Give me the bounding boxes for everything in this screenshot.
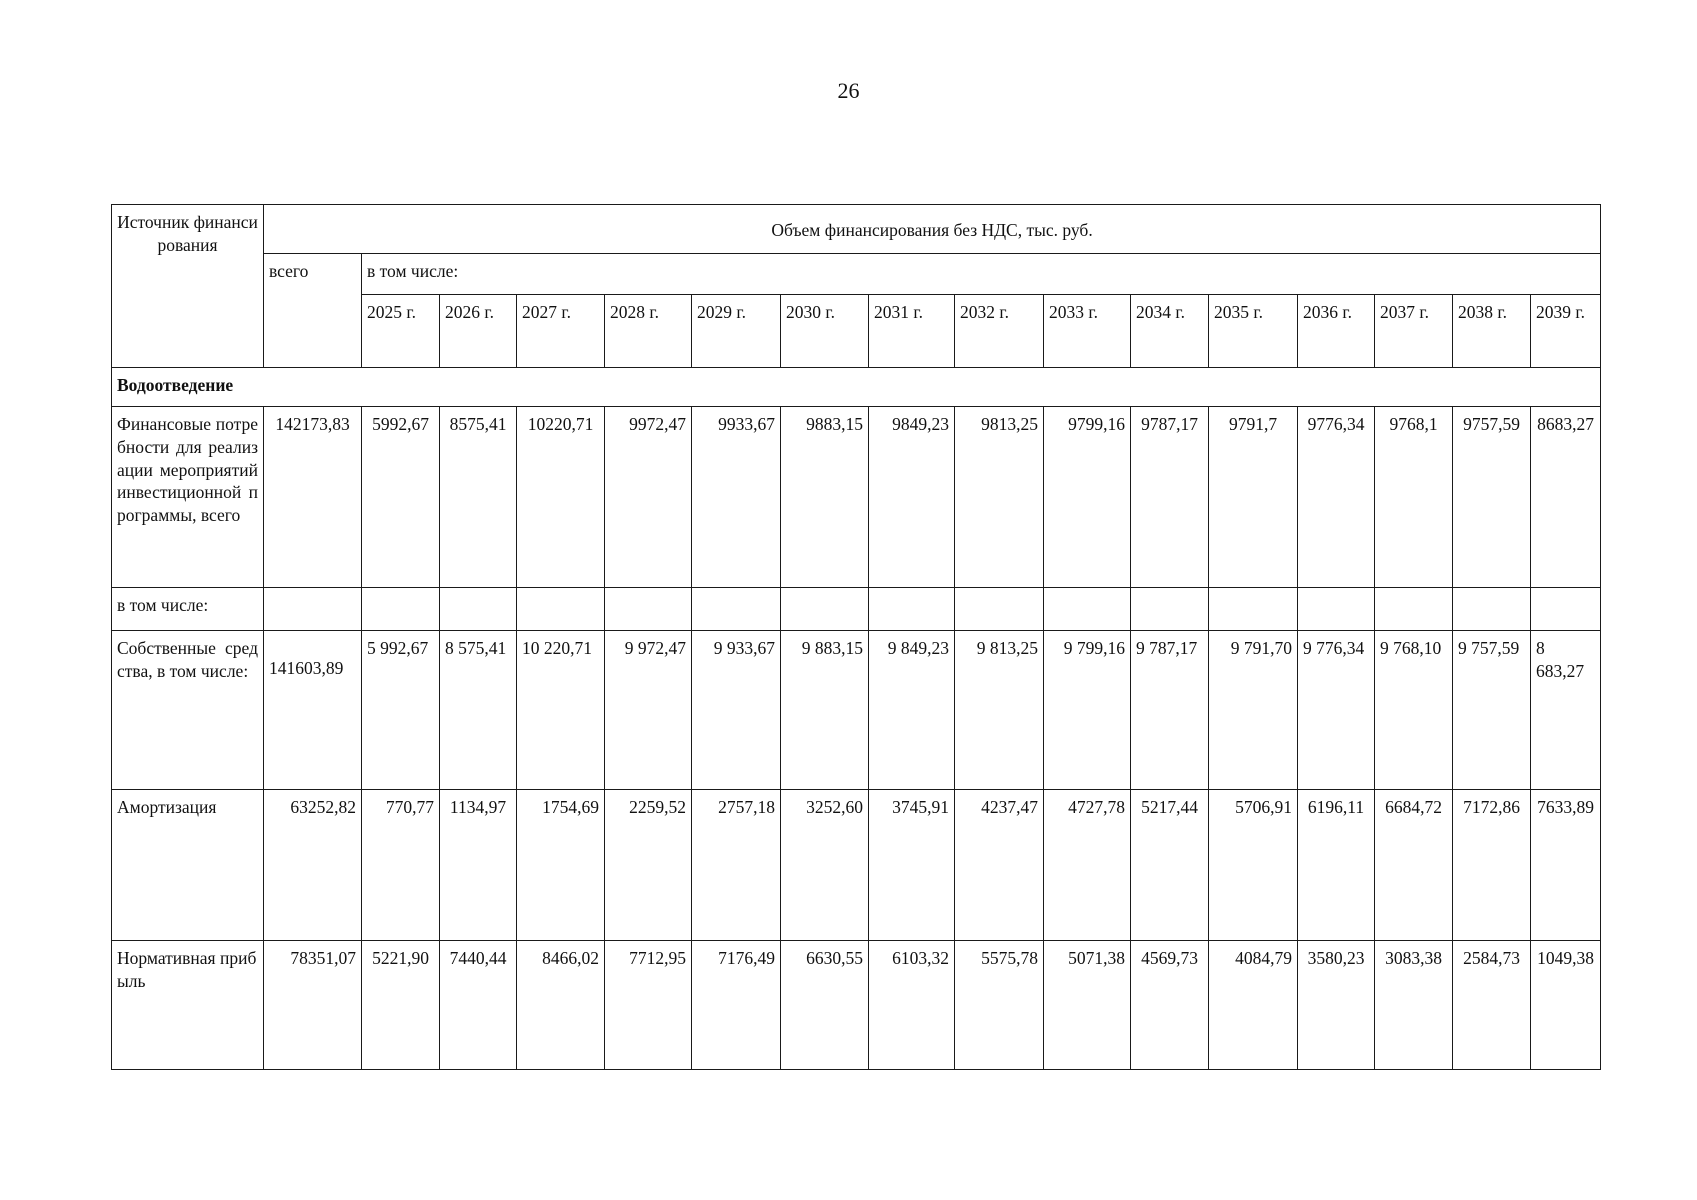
value-cell: 6684,72 [1375,790,1453,941]
financing-table [111,204,1601,1070]
table-row-own-funds [112,631,1601,790]
year-header: 2027 г. [517,295,605,368]
table-row-normative-profit [112,941,1601,1070]
value-cell: 7440,44 [440,941,517,1070]
value-cell: 9 799,16 [1044,631,1131,790]
empty-cell [1131,588,1209,631]
value-cell: 9799,16 [1044,407,1131,588]
empty-cell [605,588,692,631]
year-header: 2038 г. [1453,295,1531,368]
row-label: Нормативная прибыль [112,941,264,1070]
empty-cell [692,588,781,631]
empty-cell [1298,588,1375,631]
year-header: 2035 г. [1209,295,1298,368]
value-cell: 9757,59 [1453,407,1531,588]
value-cell: 5992,67 [362,407,440,588]
value-cell: 2584,73 [1453,941,1531,1070]
value-cell: 1049,38 [1531,941,1601,1070]
row-total: 63252,82 [264,790,362,941]
value-cell: 9 883,15 [781,631,869,790]
value-cell: 9972,47 [605,407,692,588]
value-cell: 9883,15 [781,407,869,588]
header-including-cell [362,254,1601,295]
value-cell: 9849,23 [869,407,955,588]
value-cell: 3083,38 [1375,941,1453,1070]
table-row-amortization [112,790,1601,941]
value-cell: 8 683,27 [1531,631,1601,790]
value-cell: 6630,55 [781,941,869,1070]
value-cell: 9 757,59 [1453,631,1531,790]
value-cell: 8683,27 [1531,407,1601,588]
empty-cell [440,588,517,631]
year-header: 2026 г. [440,295,517,368]
header-total-cell [264,254,362,368]
header-source-label: Источник финансирования [117,212,258,255]
row-total: 142173,83 [264,407,362,588]
value-cell: 9 933,67 [692,631,781,790]
header-total-label: всего [269,261,309,281]
empty-cell [1044,588,1131,631]
value-cell: 10220,71 [517,407,605,588]
empty-cell [517,588,605,631]
value-cell: 9791,7 [1209,407,1298,588]
header-volume-label: Объем финансирования без НДС, тыс. руб. [771,219,1093,240]
value-cell: 9776,34 [1298,407,1375,588]
year-header: 2037 г. [1375,295,1453,368]
header-row-2 [112,254,1601,295]
empty-cell [1375,588,1453,631]
empty-cell [1531,588,1601,631]
year-header: 2030 г. [781,295,869,368]
value-cell: 7172,86 [1453,790,1531,941]
value-cell: 9787,17 [1131,407,1209,588]
value-cell: 9 787,17 [1131,631,1209,790]
value-cell: 10 220,71 [517,631,605,790]
value-cell: 7633,89 [1531,790,1601,941]
year-header: 2031 г. [869,295,955,368]
value-cell: 9933,67 [692,407,781,588]
value-cell: 9 849,23 [869,631,955,790]
value-cell: 1134,97 [440,790,517,941]
value-cell: 9 768,10 [1375,631,1453,790]
value-cell: 9 972,47 [605,631,692,790]
year-header: 2036 г. [1298,295,1375,368]
empty-cell [781,588,869,631]
value-cell: 3252,60 [781,790,869,941]
value-cell: 5071,38 [1044,941,1131,1070]
value-cell: 3580,23 [1298,941,1375,1070]
row-total: 141603,89 [264,631,362,790]
year-header: 2028 г. [605,295,692,368]
value-cell: 4569,73 [1131,941,1209,1070]
row-label: Собственные средства, в том числе: [112,631,264,790]
row-label: в том числе: [112,588,264,631]
value-cell: 9 791,70 [1209,631,1298,790]
value-cell: 8 575,41 [440,631,517,790]
value-cell: 9 776,34 [1298,631,1375,790]
value-cell: 9 813,25 [955,631,1044,790]
value-cell: 8466,02 [517,941,605,1070]
empty-cell [869,588,955,631]
value-cell: 5217,44 [1131,790,1209,941]
header-including-label: в том числе: [367,261,459,281]
empty-cell [264,588,362,631]
page-number: 26 [837,78,860,103]
year-header: 2039 г. [1531,295,1601,368]
row-label: Амортизация [112,790,264,941]
value-cell: 2757,18 [692,790,781,941]
value-cell: 6103,32 [869,941,955,1070]
empty-cell [1209,588,1298,631]
value-cell: 5 992,67 [362,631,440,790]
value-cell: 3745,91 [869,790,955,941]
year-header: 2032 г. [955,295,1044,368]
value-cell: 9813,25 [955,407,1044,588]
value-cell: 4237,47 [955,790,1044,941]
value-cell: 1754,69 [517,790,605,941]
section-row [112,368,1601,407]
value-cell: 5221,90 [362,941,440,1070]
year-header: 2029 г. [692,295,781,368]
header-volume-cell [264,205,1601,254]
section-title: Водоотведение [112,368,1601,407]
value-cell: 6196,11 [1298,790,1375,941]
value-cell: 5706,91 [1209,790,1298,941]
year-header: 2033 г. [1044,295,1131,368]
value-cell: 4084,79 [1209,941,1298,1070]
value-cell: 2259,52 [605,790,692,941]
year-header: 2034 г. [1131,295,1209,368]
header-source-cell [112,205,264,368]
value-cell: 8575,41 [440,407,517,588]
empty-cell [955,588,1044,631]
table-row-including [112,588,1601,631]
row-total: 78351,07 [264,941,362,1070]
value-cell: 770,77 [362,790,440,941]
row-label: Финансовые потребности для реализации мероприятий инвестиционной программы, всего [112,407,264,588]
empty-cell [362,588,440,631]
header-row-1 [112,205,1601,254]
year-header: 2025 г. [362,295,440,368]
value-cell: 4727,78 [1044,790,1131,941]
value-cell: 9768,1 [1375,407,1453,588]
table-row-financial-needs [112,407,1601,588]
value-cell: 7712,95 [605,941,692,1070]
value-cell: 5575,78 [955,941,1044,1070]
value-cell: 7176,49 [692,941,781,1070]
empty-cell [1453,588,1531,631]
